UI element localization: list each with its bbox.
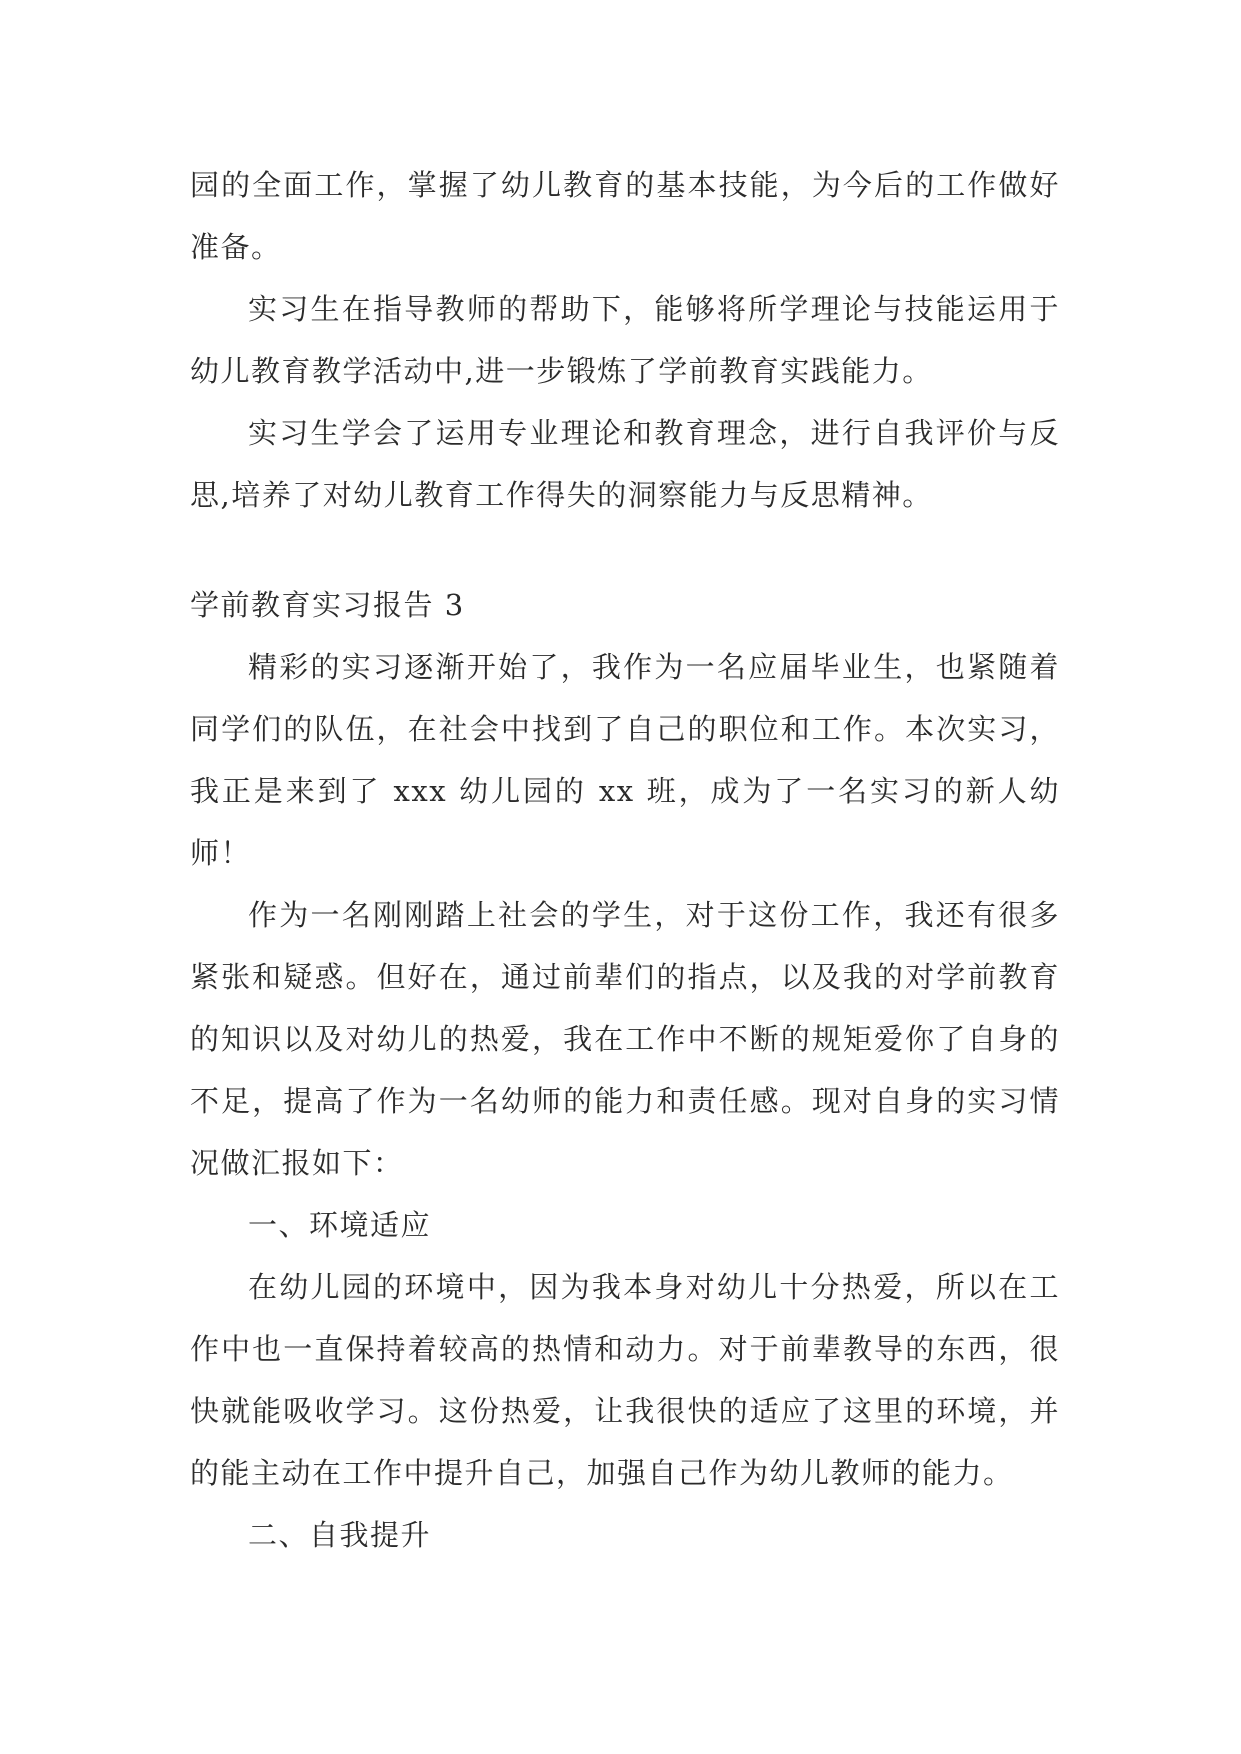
- paragraph: 精彩的实习逐渐开始了，我作为一名应届毕业生，也紧随着同学们的队伍，在社会中找到了自己的职位和工作。本次实习，我正是来到了 xxx 幼儿园的 xx 班，成为了一名实习的新人幼师！: [190, 650, 1060, 870]
- paragraph: 园的全面工作，掌握了幼儿教育的基本技能，为今后的工作做好准备。: [190, 168, 1060, 264]
- paragraph: 实习生学会了运用专业理论和教育理念，进行自我评价与反思,培养了对幼儿教育工作得失的洞察能力与反思精神。: [190, 416, 1060, 512]
- paragraph: 在幼儿园的环境中，因为我本身对幼儿十分热爱，所以在工作中也一直保持着较高的热情和动力。对于前辈教导的东西，很快就能吸收学习。这份热爱，让我很快的适应了这里的环境，并的能主动在工作中提升自己，加强自己作为幼儿教师的能力。: [190, 1270, 1060, 1490]
- subheading: 一、环境适应: [248, 1208, 432, 1242]
- paragraph: 实习生在指导教师的帮助下，能够将所学理论与技能运用于幼儿教育教学活动中,进一步锻炼了学前教育实践能力。: [190, 292, 1060, 388]
- document-body: [190, 154, 1060, 1566]
- paragraph: 作为一名刚刚踏上社会的学生，对于这份工作，我还有很多紧张和疑惑。但好在，通过前辈们的指点，以及我的对学前教育的知识以及对幼儿的热爱，我在工作中不断的规矩爱你了自身的不足，提高了作为一名幼师的能力和责任感。现对自身的实习情况做汇报如下：: [190, 898, 1060, 1180]
- subheading: 二、自我提升: [248, 1518, 432, 1552]
- section-title: 学前教育实习报告 3: [190, 588, 465, 622]
